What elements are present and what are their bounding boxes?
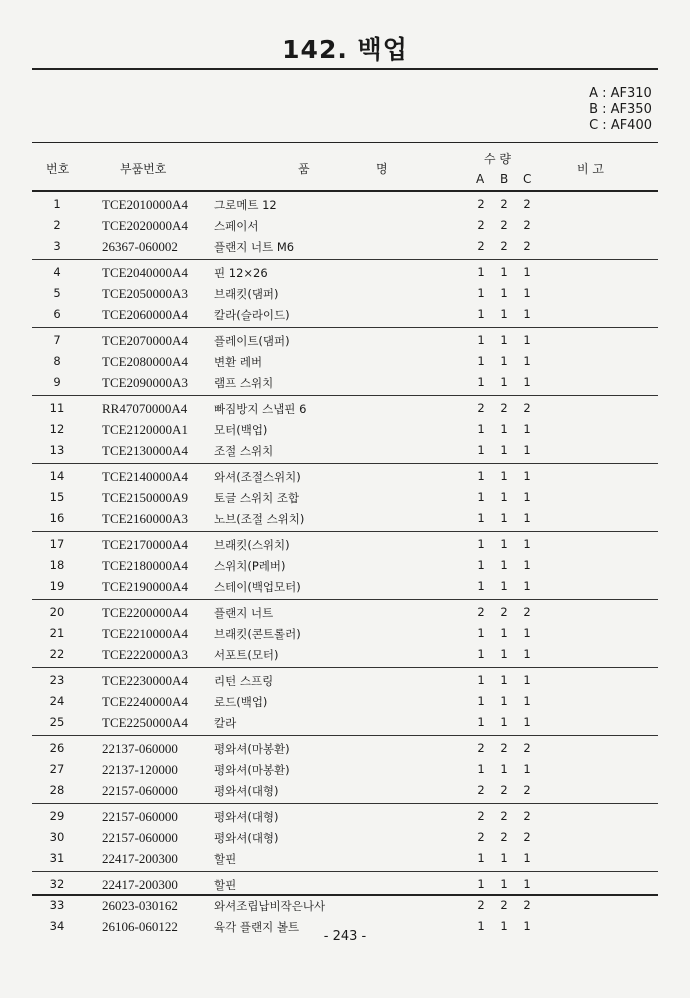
- header-top-rule: [32, 142, 658, 143]
- qty-a: 1: [477, 626, 485, 640]
- group-separator: [32, 667, 658, 668]
- part-number: 22157-060000: [102, 830, 178, 845]
- part-number: TCE2210000A4: [102, 626, 188, 641]
- row-number: 23: [49, 673, 65, 687]
- qty-a: 2: [477, 239, 485, 253]
- qty-a: 1: [477, 375, 485, 389]
- header-name-2: 명: [376, 162, 388, 176]
- qty-a: 1: [477, 333, 485, 347]
- row-number: 13: [49, 443, 65, 457]
- part-number: 22417-200300: [102, 851, 178, 866]
- qty-c: 1: [523, 422, 531, 436]
- qty-a: 1: [477, 469, 485, 483]
- qty-c: 1: [523, 537, 531, 551]
- qty-a: 1: [477, 647, 485, 661]
- qty-b: 1: [500, 265, 508, 279]
- qty-c: 2: [523, 197, 531, 211]
- table-row: [32, 236, 658, 257]
- part-name: 모터(백업): [214, 423, 268, 437]
- part-number: 22157-060000: [102, 783, 178, 798]
- table-row: [32, 874, 658, 895]
- part-number: 22137-060000: [102, 741, 178, 756]
- qty-c: 1: [523, 354, 531, 368]
- qty-b: 1: [500, 422, 508, 436]
- header-remark: 비 고: [577, 162, 604, 176]
- part-number: TCE2020000A4: [102, 218, 188, 233]
- row-number: 7: [53, 333, 61, 347]
- part-name: 브래킷(콘트롤러): [214, 627, 301, 641]
- qty-c: 2: [523, 218, 531, 232]
- table-row: [32, 372, 658, 393]
- qty-b: 1: [500, 851, 508, 865]
- qty-b: 1: [500, 354, 508, 368]
- page-number: - 243 -: [323, 929, 367, 944]
- table-row: [32, 670, 658, 691]
- qty-a: 1: [477, 877, 485, 891]
- header-name-1: 품: [298, 162, 310, 176]
- row-number: 11: [49, 401, 65, 415]
- qty-c: 1: [523, 469, 531, 483]
- part-number: TCE2070000A4: [102, 333, 188, 348]
- qty-c: 2: [523, 401, 531, 415]
- part-name: 램프 스위치: [214, 376, 274, 390]
- row-number: 1: [53, 197, 61, 211]
- part-name: 평와셔(대형): [214, 784, 279, 798]
- header-qty-a: A: [476, 172, 485, 186]
- group-separator: [32, 259, 658, 260]
- qty-c: 1: [523, 851, 531, 865]
- part-number: 26023-030162: [102, 898, 178, 913]
- qty-c: 2: [523, 239, 531, 253]
- row-number: 19: [49, 579, 65, 593]
- row-number: 8: [53, 354, 61, 368]
- qty-c: 1: [523, 919, 531, 933]
- qty-a: 1: [477, 286, 485, 300]
- part-number: TCE2220000A3: [102, 647, 188, 662]
- qty-a: 1: [477, 919, 485, 933]
- part-name: 평와셔(대형): [214, 831, 279, 845]
- table-row: [32, 759, 658, 780]
- table-row: [32, 602, 658, 623]
- group-separator: [32, 735, 658, 736]
- table-row: [32, 215, 658, 236]
- row-number: 29: [49, 809, 65, 823]
- row-number: 33: [49, 898, 65, 912]
- qty-b: 1: [500, 579, 508, 593]
- row-number: 28: [49, 783, 65, 797]
- qty-c: 2: [523, 809, 531, 823]
- qty-c: 1: [523, 307, 531, 321]
- group-separator: [32, 599, 658, 600]
- qty-b: 2: [500, 197, 508, 211]
- header-bottom-rule: [32, 190, 658, 192]
- part-number: TCE2090000A3: [102, 375, 188, 390]
- qty-a: 1: [477, 537, 485, 551]
- qty-b: 1: [500, 647, 508, 661]
- row-number: 34: [49, 919, 65, 933]
- qty-b: 1: [500, 307, 508, 321]
- part-name: 브래킷(댐퍼): [214, 287, 279, 301]
- row-number: 15: [49, 490, 65, 504]
- qty-c: 1: [523, 286, 531, 300]
- group-separator: [32, 803, 658, 804]
- part-name: 스페이서: [214, 219, 259, 233]
- part-name: 변환 레버: [214, 355, 263, 369]
- qty-c: 1: [523, 694, 531, 708]
- qty-b: 1: [500, 537, 508, 551]
- table-row: [32, 304, 658, 325]
- row-number: 3: [53, 239, 61, 253]
- qty-a: 1: [477, 511, 485, 525]
- row-number: 6: [53, 307, 61, 321]
- qty-b: 1: [500, 490, 508, 504]
- qty-b: 1: [500, 333, 508, 347]
- parts-table: [32, 194, 658, 937]
- qty-c: 1: [523, 558, 531, 572]
- qty-b: 1: [500, 626, 508, 640]
- part-number: 26106-060122: [102, 919, 178, 934]
- qty-a: 1: [477, 715, 485, 729]
- part-number: TCE2250000A4: [102, 715, 188, 730]
- table-row: [32, 806, 658, 827]
- table-bottom-rule: [32, 894, 658, 896]
- qty-b: 1: [500, 286, 508, 300]
- part-name: 평와셔(마봉환): [214, 742, 290, 756]
- qty-c: 1: [523, 647, 531, 661]
- qty-c: 1: [523, 333, 531, 347]
- qty-b: 1: [500, 469, 508, 483]
- qty-b: 2: [500, 218, 508, 232]
- qty-c: 1: [523, 673, 531, 687]
- table-row: [32, 419, 658, 440]
- row-number: 26: [49, 741, 65, 755]
- qty-a: 2: [477, 830, 485, 844]
- part-number: TCE2060000A4: [102, 307, 188, 322]
- qty-c: 1: [523, 511, 531, 525]
- part-name: 서포트(모터): [214, 648, 279, 662]
- table-row: [32, 440, 658, 461]
- qty-b: 2: [500, 898, 508, 912]
- row-number: 12: [49, 422, 65, 436]
- qty-b: 2: [500, 830, 508, 844]
- qty-b: 1: [500, 443, 508, 457]
- qty-b: 2: [500, 783, 508, 797]
- part-number: TCE2240000A4: [102, 694, 188, 709]
- table-row: [32, 895, 658, 916]
- part-number: TCE2230000A4: [102, 673, 188, 688]
- header-qty-c: C: [523, 172, 532, 186]
- row-number: 24: [49, 694, 65, 708]
- qty-c: 1: [523, 715, 531, 729]
- part-name: 와셔조립납비작은나사: [214, 899, 326, 913]
- qty-b: 1: [500, 877, 508, 891]
- table-row: [32, 555, 658, 576]
- part-number: TCE2130000A4: [102, 443, 188, 458]
- qty-a: 1: [477, 354, 485, 368]
- row-number: 31: [49, 851, 65, 865]
- qty-a: 1: [477, 307, 485, 321]
- qty-c: 1: [523, 579, 531, 593]
- part-name: 할핀: [214, 878, 237, 892]
- qty-c: 1: [523, 375, 531, 389]
- qty-a: 1: [477, 443, 485, 457]
- part-number: TCE2150000A9: [102, 490, 188, 505]
- part-number: TCE2040000A4: [102, 265, 188, 280]
- part-name: 로드(백업): [214, 695, 268, 709]
- qty-a: 2: [477, 809, 485, 823]
- part-number: 26367-060002: [102, 239, 178, 254]
- qty-b: 1: [500, 375, 508, 389]
- qty-c: 2: [523, 830, 531, 844]
- part-name: 육각 플랜지 볼트: [214, 920, 300, 934]
- row-number: 14: [49, 469, 65, 483]
- part-number: TCE2200000A4: [102, 605, 188, 620]
- header-qty-b: B: [500, 172, 509, 186]
- qty-b: 1: [500, 558, 508, 572]
- qty-b: 1: [500, 715, 508, 729]
- row-number: 32: [49, 877, 65, 891]
- model-legend: [589, 86, 652, 134]
- qty-a: 2: [477, 783, 485, 797]
- qty-a: 2: [477, 218, 485, 232]
- row-number: 17: [49, 537, 65, 551]
- qty-b: 2: [500, 605, 508, 619]
- qty-b: 2: [500, 239, 508, 253]
- table-row: [32, 691, 658, 712]
- part-name: 토글 스위치 조합: [214, 491, 300, 505]
- qty-c: 1: [523, 877, 531, 891]
- table-row: [32, 283, 658, 304]
- table-row: [32, 330, 658, 351]
- qty-b: 2: [500, 401, 508, 415]
- qty-a: 2: [477, 197, 485, 211]
- header-no: 번호: [46, 162, 70, 176]
- row-number: 5: [53, 286, 61, 300]
- qty-c: 2: [523, 605, 531, 619]
- part-number: 22137-120000: [102, 762, 178, 777]
- part-name: 조절 스위치: [214, 444, 274, 458]
- qty-a: 2: [477, 741, 485, 755]
- qty-a: 2: [477, 401, 485, 415]
- table-row: [32, 780, 658, 801]
- table-row: [32, 576, 658, 597]
- group-separator: [32, 871, 658, 872]
- row-number: 22: [49, 647, 65, 661]
- part-number: 22417-200300: [102, 877, 178, 892]
- qty-a: 1: [477, 265, 485, 279]
- part-name: 평와셔(마봉환): [214, 763, 290, 777]
- qty-b: 1: [500, 762, 508, 776]
- table-row: [32, 827, 658, 848]
- group-separator: [32, 531, 658, 532]
- table-row: [32, 487, 658, 508]
- table-row: [32, 351, 658, 372]
- qty-b: 1: [500, 919, 508, 933]
- row-number: 27: [49, 762, 65, 776]
- part-number: TCE2120000A1: [102, 422, 188, 437]
- qty-c: 1: [523, 265, 531, 279]
- part-number: TCE2010000A4: [102, 197, 188, 212]
- part-name: 플레이트(댐퍼): [214, 334, 290, 348]
- qty-b: 2: [500, 741, 508, 755]
- table-row: [32, 466, 658, 487]
- table-row: [32, 712, 658, 733]
- qty-a: 1: [477, 558, 485, 572]
- table-row: [32, 738, 658, 759]
- qty-c: 2: [523, 783, 531, 797]
- part-name: 스위치(P레버): [214, 559, 286, 573]
- table-row: [32, 194, 658, 215]
- table-row: [32, 534, 658, 555]
- title-rule: [32, 68, 658, 70]
- part-name: 평와셔(대형): [214, 810, 279, 824]
- qty-c: 2: [523, 741, 531, 755]
- group-separator: [32, 327, 658, 328]
- part-number: TCE2050000A3: [102, 286, 188, 301]
- model-b: B : AF350: [589, 102, 652, 117]
- qty-a: 2: [477, 605, 485, 619]
- part-name: 리턴 스프링: [214, 674, 274, 688]
- row-number: 18: [49, 558, 65, 572]
- part-name: 브래킷(스위치): [214, 538, 290, 552]
- row-number: 4: [53, 265, 61, 279]
- part-number: TCE2180000A4: [102, 558, 188, 573]
- qty-a: 1: [477, 490, 485, 504]
- part-name: 그로메트 12: [214, 198, 277, 212]
- table-row: [32, 623, 658, 644]
- qty-c: 1: [523, 490, 531, 504]
- model-a: A : AF310: [589, 86, 652, 101]
- part-number: TCE2170000A4: [102, 537, 188, 552]
- qty-a: 2: [477, 898, 485, 912]
- row-number: 16: [49, 511, 65, 525]
- table-row: [32, 848, 658, 869]
- qty-a: 1: [477, 762, 485, 776]
- header-part-no: 부품번호: [120, 162, 167, 176]
- qty-c: 1: [523, 443, 531, 457]
- qty-b: 1: [500, 694, 508, 708]
- part-name: 스테이(백업모터): [214, 580, 301, 594]
- part-name: 핀 12×26: [214, 266, 268, 280]
- qty-a: 1: [477, 851, 485, 865]
- qty-c: 2: [523, 898, 531, 912]
- row-number: 25: [49, 715, 65, 729]
- part-name: 플랜지 너트 M6: [214, 240, 295, 254]
- part-name: 노브(조절 스위치): [214, 512, 305, 526]
- row-number: 21: [49, 626, 65, 640]
- part-number: RR47070000A4: [102, 401, 188, 416]
- qty-a: 1: [477, 579, 485, 593]
- part-name: 할핀: [214, 852, 237, 866]
- part-number: TCE2190000A4: [102, 579, 188, 594]
- group-separator: [32, 463, 658, 464]
- part-number: TCE2160000A3: [102, 511, 188, 526]
- row-number: 20: [49, 605, 65, 619]
- group-separator: [32, 395, 658, 396]
- row-number: 30: [49, 830, 65, 844]
- row-number: 9: [53, 375, 61, 389]
- table-row: [32, 262, 658, 283]
- qty-b: 1: [500, 511, 508, 525]
- part-name: 와셔(조절스위치): [214, 470, 301, 484]
- qty-b: 1: [500, 673, 508, 687]
- row-number: 2: [53, 218, 61, 232]
- qty-c: 1: [523, 762, 531, 776]
- table-row: [32, 508, 658, 529]
- qty-a: 1: [477, 673, 485, 687]
- qty-b: 2: [500, 809, 508, 823]
- qty-a: 1: [477, 694, 485, 708]
- table-row: [32, 398, 658, 419]
- part-name: 플랜지 너트: [214, 606, 274, 620]
- part-number: TCE2080000A4: [102, 354, 188, 369]
- qty-a: 1: [477, 422, 485, 436]
- part-number: 22157-060000: [102, 809, 178, 824]
- part-name: 빠짐방지 스냅핀 6: [214, 402, 307, 416]
- part-name: 칼라: [214, 716, 237, 730]
- header-qty: 수 량: [484, 152, 511, 166]
- part-name: 칼라(슬라이드): [214, 308, 290, 322]
- qty-c: 1: [523, 626, 531, 640]
- part-number: TCE2140000A4: [102, 469, 188, 484]
- table-row: [32, 644, 658, 665]
- model-c: C : AF400: [589, 118, 652, 133]
- page-title: 142. 백업: [282, 35, 408, 64]
